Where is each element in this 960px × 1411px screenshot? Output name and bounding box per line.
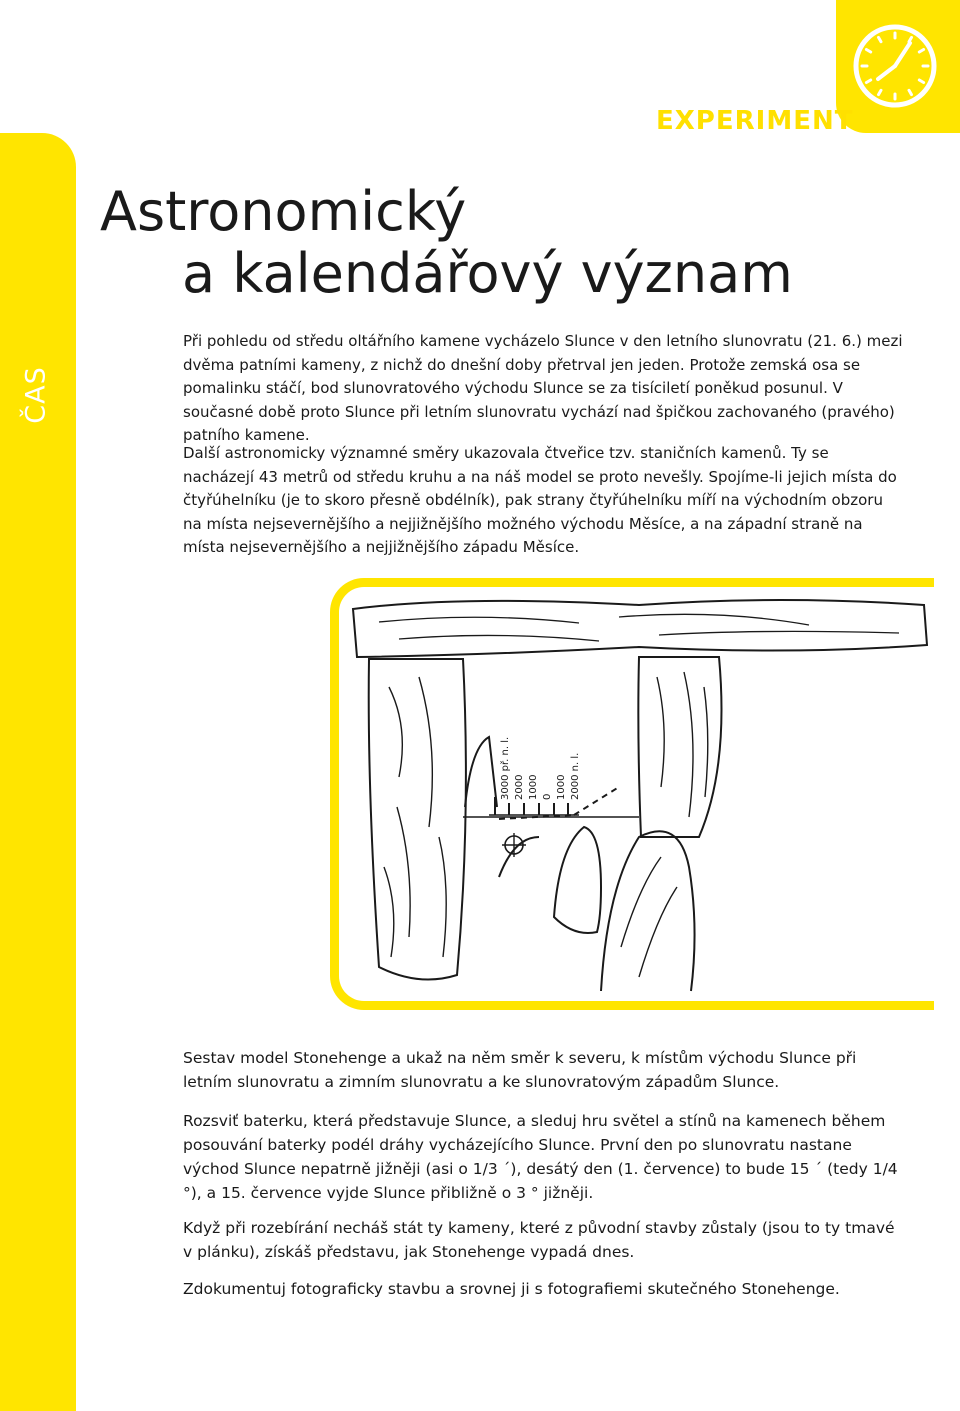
page-title-line-1: Astronomický [100,180,467,243]
left-upright-stone [369,659,466,980]
section-tab [0,133,76,1411]
section-tab-label: ČAS [20,366,52,424]
trilithon-illustration [339,587,934,1001]
task-paragraph: Sestav model Stonehenge a ukaž na něm směr k severu, k místům východu Slunce při letním slunovratu a zimním slunovratu a ke slunovratovým západům Slunce. [183,1049,857,1091]
clock-icon [850,21,940,111]
scale-label: 3000 př. n. l. [500,736,511,800]
scale-label: 1000 [528,774,539,800]
lintel-stone [353,600,927,657]
right-upright-stone [638,657,721,837]
task-paragraph: Rozsviť baterku, která představuje Slunce, a sleduj hru světel a stínů na kamenech během posouvání baterky podél dráhy vycházejícího Slunce. První den po slunovratu nastane východ Slunce nepatrně jižněji (asi o 1/3 ´), desátý den (1. července) to bude 15 ´ (tedy 1/4 °), a 15. července vyjde Slunce přibližně o 3 ° jižněji. [183,1112,898,1202]
scale-label: 2000 [514,774,525,800]
intro-paragraph: Další astronomicky významné směry ukazovala čtveřice tzv. staničních kamenů. Ty se nacházejí 43 metrů od středu kruhu a na náš model se proto nevešly. Spojíme-li jejich místa do čtyřúhelníku (je to skoro přesně obdélník), pak strany čtyřúhelníku míří na východním obzoru na místa nejsevernějšího a nejjižnějšího možného východu Měsíce, a na západní straně na místa nejsevernějšího a nejjižnějšího západu Měsíce. [183,444,897,556]
intro-paragraph: Při pohledu od středu oltářního kamene vycházelo Slunce v den letního slunovratu (21. 6.) mezi dvěma patními kameny, z nichž do dnešní doby přetrval jen jeden. Protože zemská osa se pomalinku stáčí, bod slunovratového východu Slunce se za tisíciletí poněkud posunul. V současné době proto Slunce při letním slunovratu vychází nad špičkou zachovaného (pravého) patního kamene. [183,332,903,444]
scale-label: 2000 n. l. [570,752,581,800]
scale-label: 1000 [556,774,567,800]
heel-stone [601,831,695,991]
page-title [100,181,793,305]
middle-stone [554,827,601,933]
task-paragraph: Zdokumentuj fotograficky stavbu a srovnej ji s fotografiemi skutečného Stonehenge. [183,1280,840,1298]
eyebrow-label: EXPERIMENT [656,106,854,136]
scale-label: 0 [542,793,553,800]
page-title-line-2: a kalendářový význam [182,242,793,305]
task-paragraph: Když při rozebírání necháš stát ty kameny, které z původní stavby zůstaly (jsou to ty tmavé v plánku), získáš představu, jak Stonehenge vypadá dnes. [183,1219,895,1261]
